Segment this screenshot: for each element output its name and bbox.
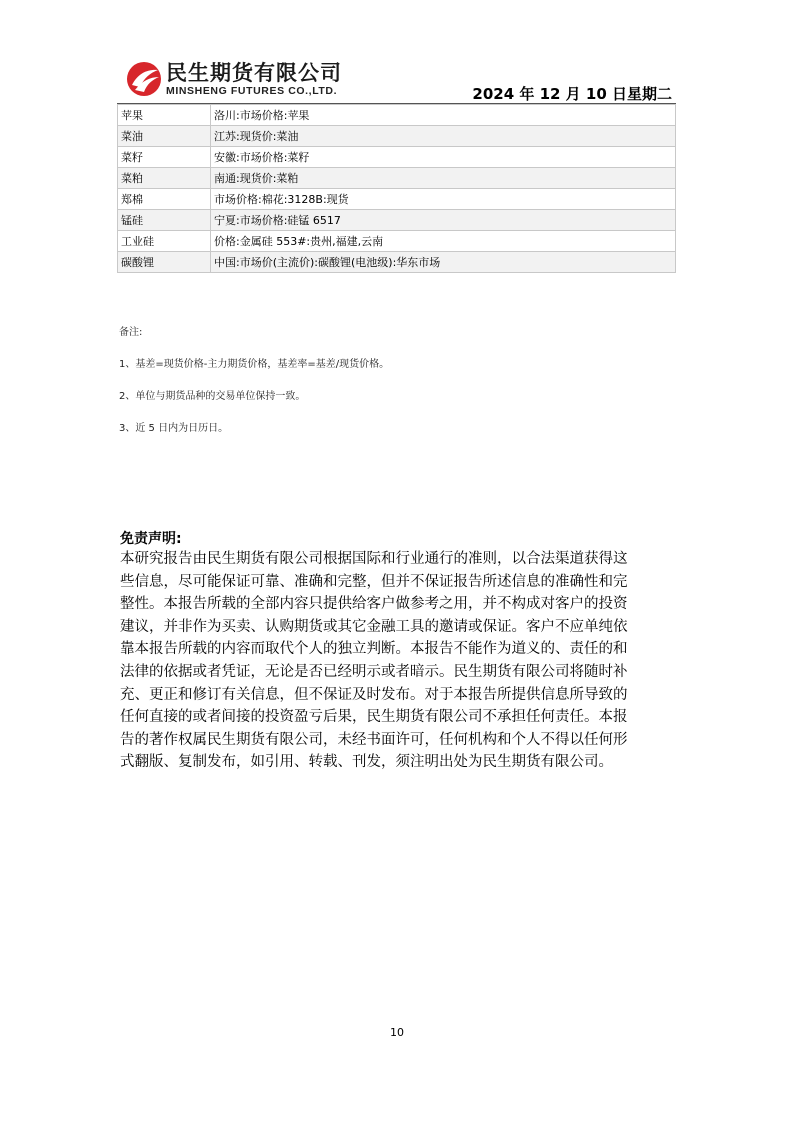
table-row xyxy=(118,147,676,168)
disclaimer-line: 些信息，尽可能保证可靠、准确和完整，但并不保证报告所述信息的准确性和完 xyxy=(120,573,628,590)
report-date: 2024 年 12 月 10 日星期二 xyxy=(472,85,672,103)
disclaimer-line: 建议，并非作为买卖、认购期货或其它金融工具的邀请或保证。客户不应单纯依 xyxy=(120,618,628,635)
disclaimer-line: 告的著作权属民生期货有限公司，未经书面许可，任何机构和个人不得以任何形 xyxy=(120,731,628,748)
disclaimer-line: 式翻版、复制发布，如引用、转载、刊发，须注明出处为民生期货有限公司。 xyxy=(120,754,613,771)
table-row xyxy=(118,126,676,147)
company-logo xyxy=(126,57,366,101)
notes-title: 备注: xyxy=(119,327,143,338)
note-item: 2、单位与期货品种的交易单位保持一致。 xyxy=(119,391,306,402)
table-row xyxy=(118,105,676,126)
company-name-cn: 民生期货有限公司 xyxy=(166,61,342,85)
commodity-cell: 工业硅 xyxy=(118,231,211,252)
note-item: 3、近 5 日内为日历日。 xyxy=(119,423,229,434)
disclaimer-line: 充、更正和修订有关信息，但不保证及时发布。对于本报告所提供信息所导致的 xyxy=(120,686,628,703)
disclaimer-line: 靠本报告所载的内容而取代个人的独立判断。本报告不能作为道义的、责任的和 xyxy=(120,641,628,658)
commodity-cell: 郑棉 xyxy=(118,189,211,210)
page-number: 10 xyxy=(390,1026,404,1039)
commodity-cell: 菜粕 xyxy=(118,168,211,189)
commodity-cell: 菜籽 xyxy=(118,147,211,168)
note-item: 1、基差=现货价格-主力期货价格，基差率=基差/现货价格。 xyxy=(119,359,390,370)
source-cell: 南通:现货价:菜粕 xyxy=(211,168,676,189)
source-cell: 中国:市场价(主流价):碳酸锂(电池级):华东市场 xyxy=(211,252,676,273)
disclaimer-body xyxy=(120,548,680,774)
table-row xyxy=(118,189,676,210)
commodity-cell: 苹果 xyxy=(118,105,211,126)
disclaimer-line: 法律的依据或者凭证，无论是否已经明示或者暗示。民生期货有限公司将随时补 xyxy=(120,663,628,680)
disclaimer-line: 整性。本报告所载的全部内容只提供给客户做参考之用，并不构成对客户的投资 xyxy=(120,596,628,613)
table-row xyxy=(118,168,676,189)
disclaimer-line: 本研究报告由民生期货有限公司根据国际和行业通行的准则，以合法渠道获得这 xyxy=(120,551,628,567)
source-cell: 价格:金属硅 553#:贵州,福建,云南 xyxy=(211,231,676,252)
source-cell: 江苏:现货价:菜油 xyxy=(211,126,676,147)
table-row xyxy=(118,252,676,273)
source-cell: 市场价格:棉花:3128B:现货 xyxy=(211,189,676,210)
table-row xyxy=(118,210,676,231)
source-cell: 洛川:市场价格:苹果 xyxy=(211,105,676,126)
table-row xyxy=(118,231,676,252)
minsheng-logo-icon xyxy=(126,61,162,97)
disclaimer-title: 免责声明: xyxy=(120,531,182,547)
price-source-table xyxy=(117,104,676,273)
commodity-cell: 菜油 xyxy=(118,126,211,147)
source-cell: 安徽:市场价格:菜籽 xyxy=(211,147,676,168)
source-cell: 宁夏:市场价格:硅锰 6517 xyxy=(211,210,676,231)
commodity-cell: 碳酸锂 xyxy=(118,252,211,273)
disclaimer-line: 任何直接的或者间接的投资盈亏后果，民生期货有限公司不承担任何责任。本报 xyxy=(120,709,628,726)
company-name-en: MINSHENG FUTURES CO.,LTD. xyxy=(166,85,338,97)
commodity-cell: 锰硅 xyxy=(118,210,211,231)
